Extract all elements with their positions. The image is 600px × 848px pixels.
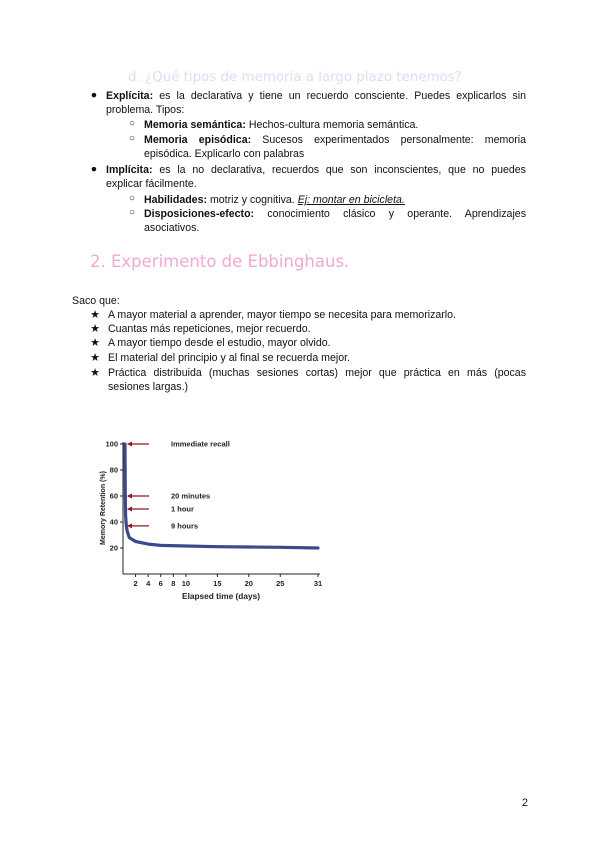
explicita-text-2: problema. Tipos: bbox=[106, 104, 185, 116]
star-icon: ★ bbox=[90, 352, 100, 364]
annotation-arrowhead bbox=[127, 442, 132, 447]
implicita-paragraph bbox=[106, 163, 526, 177]
x-tick-label: 10 bbox=[181, 579, 191, 588]
disposiciones-item bbox=[144, 207, 526, 221]
semantica-item bbox=[144, 118, 418, 132]
page-number: 2 bbox=[521, 797, 528, 809]
annotation-label: 20 minutes bbox=[171, 491, 211, 501]
sub-bullet: ○ bbox=[128, 118, 136, 129]
x-tick-label: 31 bbox=[313, 579, 323, 588]
x-tick-label: 25 bbox=[276, 579, 285, 588]
habilidades-label: Habilidades: bbox=[144, 194, 207, 206]
y-tick-label: 100 bbox=[105, 439, 118, 449]
implicita-text: es la no declarativa, recuerdos que son inconscientes, que no puedes bbox=[159, 164, 526, 176]
implicita-text-2: explicar fácilmente. bbox=[106, 178, 197, 190]
y-tick-label: 60 bbox=[109, 491, 118, 501]
episodica-label: Memoria episódica: bbox=[144, 134, 252, 146]
y-axis-label: Memory Retention (%) bbox=[100, 471, 107, 545]
habilidades-text: motriz y cognitiva. bbox=[209, 194, 295, 206]
y-tick-label: 80 bbox=[109, 465, 118, 475]
x-tick-label: 6 bbox=[158, 579, 163, 588]
star-icon: ★ bbox=[90, 309, 100, 321]
explicita-label: Explícita: bbox=[106, 90, 154, 102]
point-5: Práctica distribuida (muchas sesiones cortas) mejor que práctica en más (pocas bbox=[108, 367, 526, 379]
y-tick-label: 20 bbox=[109, 543, 118, 553]
x-tick-label: 20 bbox=[244, 579, 253, 588]
sub-bullet: ○ bbox=[128, 133, 136, 144]
disposiciones-text: conocimiento clásico y operante. Aprendizajes bbox=[267, 208, 526, 220]
bullet: ● bbox=[90, 89, 98, 101]
star-icon: ★ bbox=[90, 323, 100, 335]
explicita-paragraph bbox=[106, 89, 526, 103]
sub-bullet: ○ bbox=[128, 193, 136, 204]
semantica-label: Memoria semántica: bbox=[144, 119, 246, 131]
explicita-text: es la declarativa y tiene un recuerdo consciente. Puedes explicarlos sin bbox=[159, 90, 526, 102]
annotation-arrowhead bbox=[127, 507, 132, 512]
episodica-item bbox=[144, 133, 526, 147]
star-icon: ★ bbox=[90, 367, 100, 379]
point-1: A mayor material a aprender, mayor tiempo se necesita para memorizarlo. bbox=[108, 309, 456, 321]
star-icon: ★ bbox=[90, 337, 100, 349]
x-tick-label: 15 bbox=[213, 579, 222, 588]
annotation-label: 1 hour bbox=[171, 504, 194, 514]
ebbinghaus-chart bbox=[90, 432, 340, 607]
annotation-label: 9 hours bbox=[171, 521, 199, 531]
retention-curve bbox=[125, 444, 318, 548]
implicita-label: Implícita: bbox=[106, 164, 153, 176]
x-tick-label: 8 bbox=[171, 579, 176, 588]
disposiciones-label: Disposiciones-efecto: bbox=[144, 208, 255, 220]
annotation-label: Immediate recall bbox=[171, 439, 230, 449]
episodica-text: Sucesos experimentados personalmente: memoria bbox=[262, 134, 526, 146]
point-2: Cuantas más repeticiones, mejor recuerdo. bbox=[108, 323, 311, 335]
habilidades-example: Ej: montar en bicicleta. bbox=[297, 194, 405, 206]
x-axis-label: Elapsed time (days) bbox=[182, 591, 260, 601]
section-title: 2. Experimento de Ebbinghaus. bbox=[90, 252, 350, 271]
episodica-text-2: episódica. Explicarlo con palabras bbox=[144, 148, 305, 160]
bullet: ● bbox=[90, 163, 98, 175]
disposiciones-text-2: asociativos. bbox=[144, 222, 200, 234]
semantica-text: Hechos-cultura memoria semántica. bbox=[248, 119, 419, 131]
point-4: El material del principio y al final se recuerda mejor. bbox=[108, 352, 351, 364]
x-tick-label: 2 bbox=[133, 579, 138, 588]
sub-bullet: ○ bbox=[128, 207, 136, 218]
point-3: A mayor tiempo desde el estudio, mayor olvido. bbox=[108, 337, 331, 349]
x-tick-label: 4 bbox=[146, 579, 151, 588]
habilidades-item bbox=[144, 193, 405, 207]
point-5-line-2: sesiones largas.) bbox=[108, 381, 189, 393]
subsection-title: d. ¿Qué tipos de memoria a largo plazo tenemos? bbox=[128, 70, 462, 85]
y-tick-label: 40 bbox=[109, 517, 118, 527]
intro-text: Saco que: bbox=[72, 295, 120, 307]
annotation-arrowhead bbox=[127, 494, 132, 499]
